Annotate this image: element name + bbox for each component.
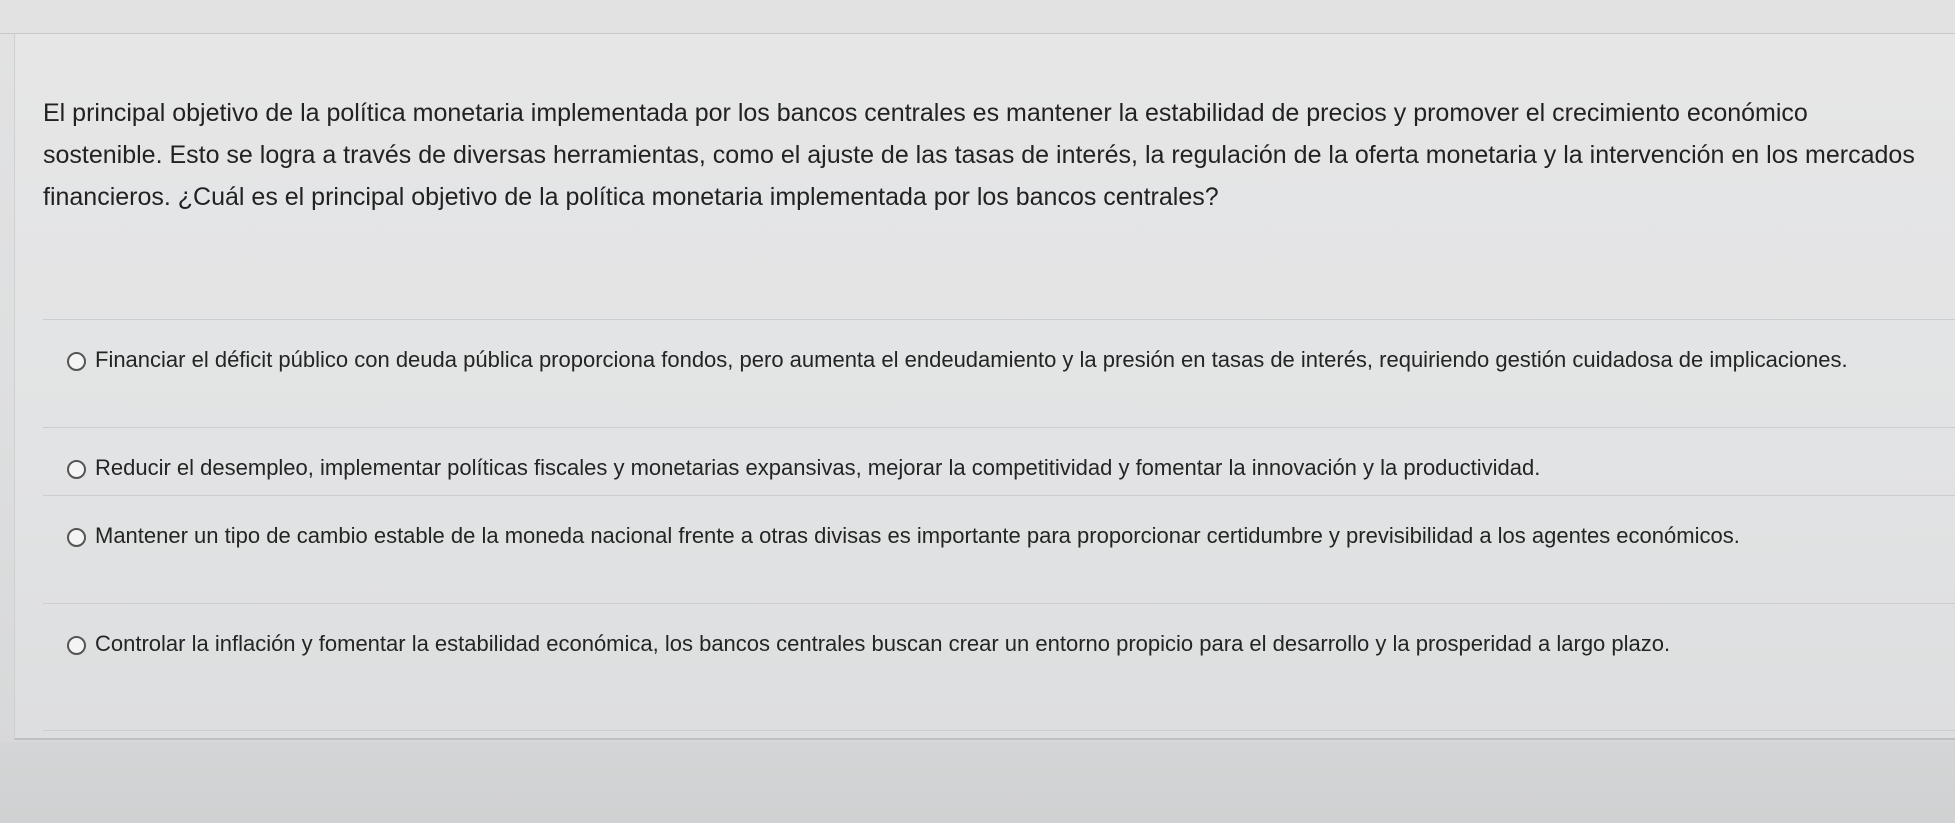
answer-label[interactable]: Controlar la inflación y fomentar la estabilidad económica, los bancos centrales buscan crear un entorno propicio para el desarrollo y la prosperidad a largo plazo. [95,631,1671,656]
answer-label[interactable]: Financiar el déficit público con deuda pública proporciona fondos, pero aumenta el endeudamiento y la presión en tasas de interés, requiriendo gestión cuidadosa de implicaciones. [95,347,1848,372]
radio-button-icon[interactable] [67,636,86,655]
answer-label[interactable]: Mantener un tipo de cambio estable de la moneda nacional frente a otras divisas es importante para proporcionar certidumbre y previsibilidad a los agentes económicos. [95,523,1740,548]
answer-option-4[interactable] [43,603,1955,731]
question-card [14,34,1955,740]
bottom-area [0,742,1955,823]
radio-button-icon[interactable] [67,460,86,479]
answer-option-2[interactable] [43,427,1955,495]
radio-button-icon[interactable] [67,352,86,371]
answer-option-3[interactable] [43,495,1955,603]
question-text: El principal objetivo de la política monetaria implementada por los bancos centrales es mantener la estabilidad de precios y promover el crecimiento económico sostenible. Esto se logra a través de diversas herramientas, como el ajuste de las tasas de interés, la regulación de la oferta monetaria y la intervención en los mercados financieros. ¿Cuál es el principal objetivo de la política monetaria implementada por los bancos centrales? [43,99,1915,211]
radio-button-icon[interactable] [67,528,86,547]
answer-option-1[interactable] [43,319,1955,427]
answer-list [43,319,1955,731]
answer-label[interactable]: Reducir el desempleo, implementar políticas fiscales y monetarias expansivas, mejorar la competitividad y fomentar la innovación y la productividad. [95,455,1541,480]
